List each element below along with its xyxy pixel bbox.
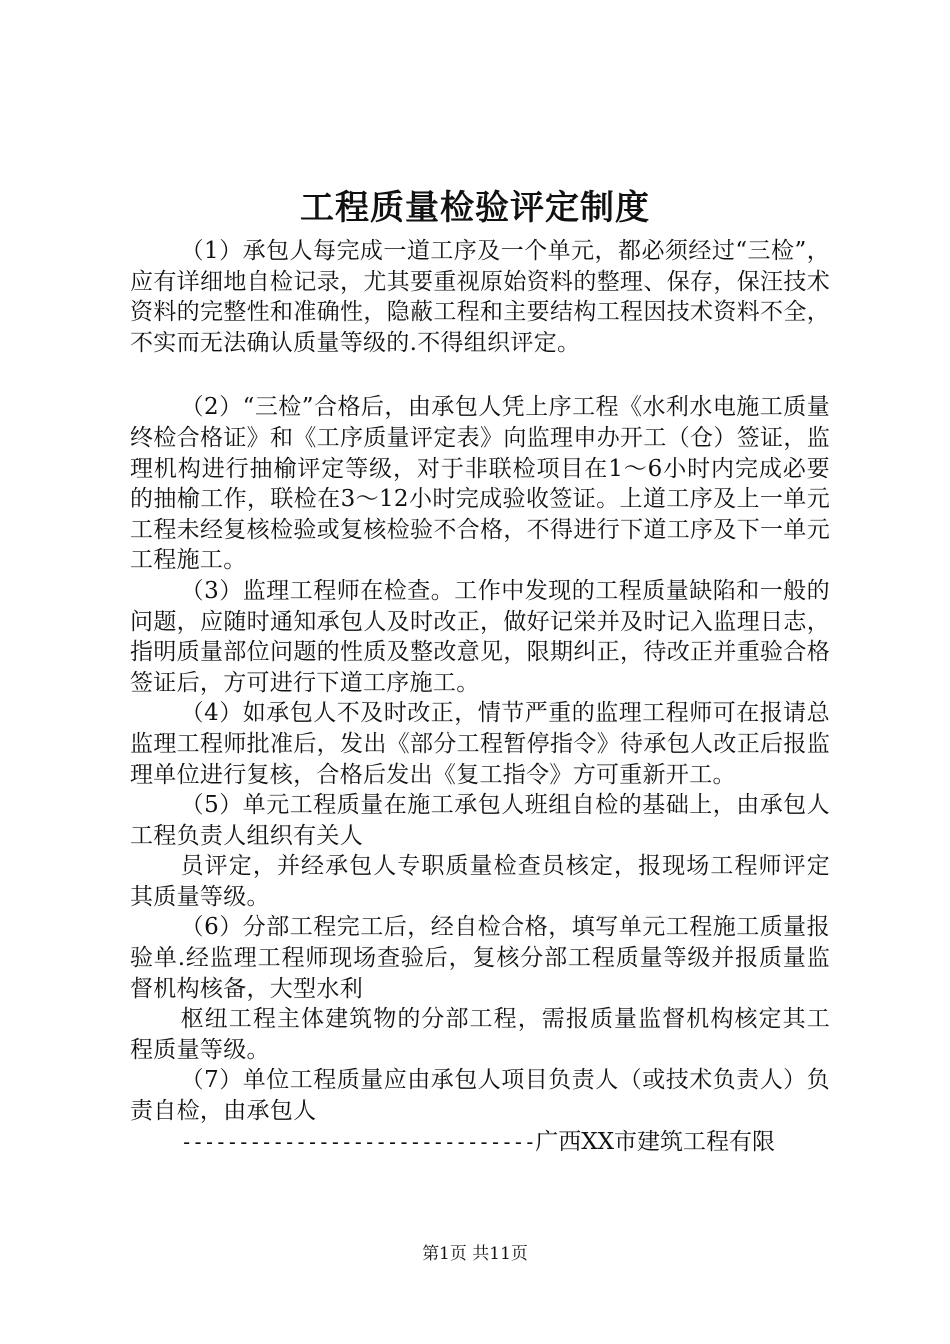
page-number: 第1页 共11页 (422, 1244, 528, 1264)
paragraph-gap (130, 358, 830, 392)
paragraph-3: （3）监理工程师在检查。工作中发现的工程质量缺陷和一般的问题，应随时通知承包人及时改正，做好记栄并及时记入监理日志，指明质量部位问题的性质及整改意见，限期纠正，待改正并重验合格签证后，方可进行下道工序施工。 (130, 577, 830, 696)
dashed-separator: ------------------------------- (180, 1129, 536, 1154)
document-body (130, 236, 830, 1157)
company-footer-line (130, 1127, 830, 1158)
paragraph-7: （7）单位工程质量应由承包人项目负责人（或技术负责人）负责自检，由承包人 (130, 1067, 830, 1125)
paragraph-5-continued: 员评定，并经承包人专职质量检查员核定，报现场工程师评定其质量等级。 (130, 853, 830, 910)
paragraph-6-continued: 枢纽工程主体建筑物的分部工程，需报质量监督机构核定其工程质量等级。 (130, 1006, 830, 1063)
paragraph-1: （1）承包人每完成一道工序及一个单元，都必须经过“三检”，应有详细地自检记录，尤其要重视原始资料的整理、保存，保汪技术资料的完整性和准确性，隐蔽工程和主要结构工程因技术资料不全，不实而无法确认质量等级的.不得组织评定。 (130, 238, 830, 356)
paragraph-5: （5）单元工程质量在施工承包人班组自检的基础上，由承包人工程负责人组织有关人 (130, 792, 830, 849)
paragraph-2: （2）“三检”合格后，由承包人凭上序工程《水利水电施工质量终检合格证》和《工序质量评定表》向监理申办开工（仓）签证，监理机构进行抽榆评定等级，对于非联检项目在1～6小时内完成必要的抽榆工作，联检在3～12小时完成验收签证。上道工序及上一单元工程未经复核检验或复核检验不合格，不得进行下道工序及下一单元工程施工。 (130, 394, 830, 574)
company-name: 广西XX市建筑工程有限 (535, 1128, 776, 1155)
paragraph-4: （4）如承包人不及时改正，情节严重的监理工程师可在报请总监理工程师批准后，发出《部分工程暂停指令》待承包人改正后报监理单位进行复核，合格后发出《复工指令》方可重新开工。 (130, 700, 830, 788)
document-title: 工程质量检验评定制度 (300, 188, 650, 228)
paragraph-6: （6）分部工程完工后，经自检合格，填写单元工程施工质量报验单.经监理工程师现场查验后，复核分部工程质量等级并报质量监督机构核备，大型水利 (130, 914, 830, 1002)
